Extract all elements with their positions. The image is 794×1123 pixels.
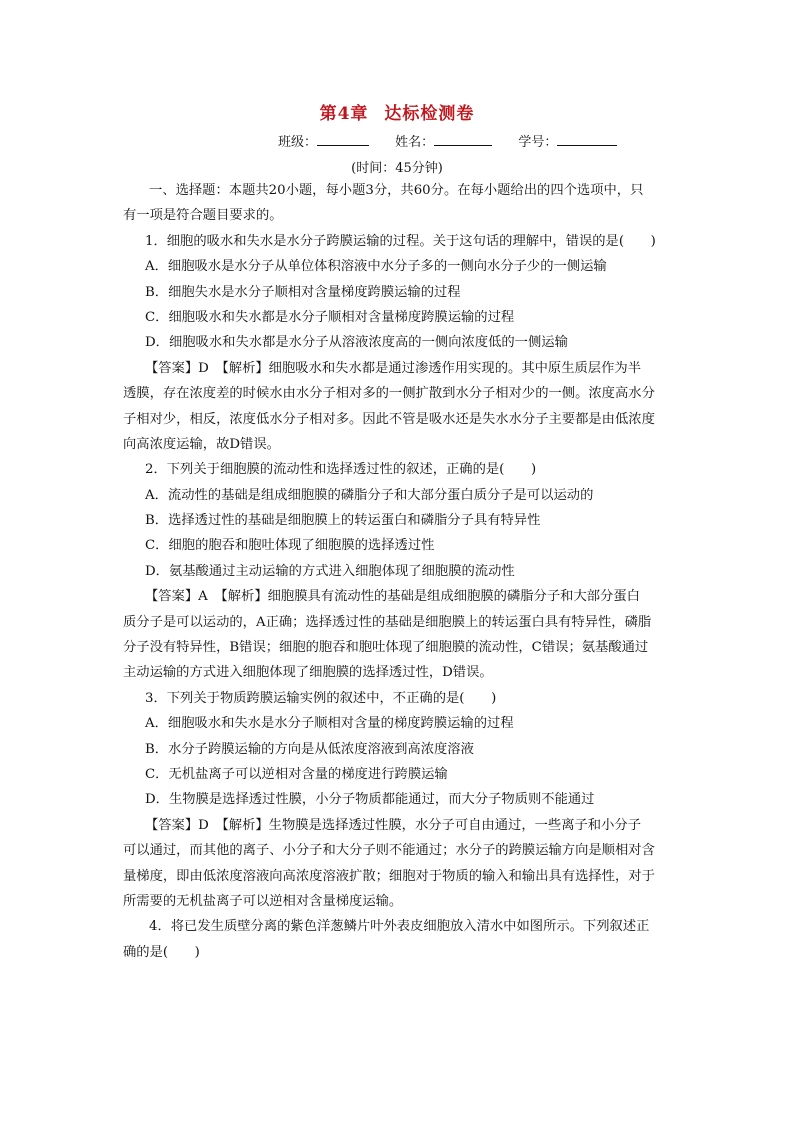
- question-1-explanation: 透膜，存在浓度差的时候水由水分子相对多的一侧扩散到水分子相对少的一侧。浓度高水分: [123, 386, 655, 402]
- title-name: 达标检测卷: [384, 104, 475, 124]
- question-2-explanation: 质分子是可以运动的，A正确；选择透过性的基础是细胞膜上的转运蛋白具有特异性，磷脂: [123, 614, 652, 630]
- question-1-explanation: 子相对少，相反，浓度低水分子相对多。因此不管是吸水还是失水水分子主要都是由低浓度: [123, 411, 655, 427]
- name-label: 姓名：: [395, 135, 435, 150]
- class-blank[interactable]: [317, 132, 369, 146]
- id-label: 学号：: [518, 135, 558, 150]
- question-1-option-a: A．细胞吸水是水分子从单位体积溶液中水分子多的一侧向水分子少的一侧运输: [145, 259, 607, 275]
- question-1-option-b: B．细胞失水是水分子顺相对含量梯度跨膜运输的过程: [145, 284, 461, 300]
- student-info-row: [278, 131, 617, 150]
- question-2-stem: 2．下列关于细胞膜的流动性和选择透过性的叙述，正确的是( ): [145, 462, 537, 478]
- question-4-stem-cont: 确的是( ): [123, 944, 200, 960]
- question-1-stem: 1．细胞的吸水和失水是水分子跨膜运输的过程。关于这句话的理解中，错误的是( ): [145, 233, 656, 249]
- section-heading-cont: 有一项是符合题目要求的。: [123, 208, 283, 224]
- question-1-option-c: C．细胞吸水和失水都是水分子顺相对含量梯度跨膜运输的过程: [145, 309, 515, 325]
- question-1-answer: 【答案】D 【解析】细胞吸水和失水都是通过渗透作用实现的。其中原生质层作为半: [145, 360, 641, 376]
- question-3-explanation: 量梯度，即由低浓度溶液向高浓度溶液扩散；细胞对于物质的输入和输出具有选择性，对于: [123, 868, 655, 884]
- question-1-explanation: 向高浓度运输，故D错误。: [123, 436, 280, 452]
- question-content: [123, 178, 679, 965]
- question-3-option-b: B．水分子跨膜运输的方向是从低浓度溶液到高浓度溶液: [145, 741, 474, 757]
- name-blank[interactable]: [434, 132, 492, 146]
- question-3-option-a: A．细胞吸水和失水是水分子顺相对含量的梯度跨膜运输的过程: [145, 716, 514, 732]
- question-3-option-d: D．生物膜是选择透过性膜，小分子物质都能通过，而大分子物质则不能通过: [145, 792, 595, 808]
- question-3-stem: 3．下列关于物质跨膜运输实例的叙述中，不正确的是( ): [145, 690, 497, 706]
- id-blank[interactable]: [557, 132, 617, 146]
- question-1-option-d: D．细胞吸水和失水都是水分子从溶液浓度高的一侧向浓度低的一侧运输: [145, 335, 568, 351]
- question-2-answer: 【答案】A 【解析】细胞膜具有流动性的基础是组成细胞膜的磷脂分子和大部分蛋白: [145, 589, 640, 605]
- question-3-answer: 【答案】D 【解析】生物膜是选择透过性膜，水分子可自由通过，一些离子和小分子: [145, 817, 641, 833]
- class-label: 班级：: [278, 135, 318, 150]
- question-2-option-d: D．氨基酸通过主动运输的方式进入细胞体现了细胞膜的流动性: [145, 563, 515, 579]
- question-2-option-c: C．细胞的胞吞和胞吐体现了细胞膜的选择透过性: [145, 538, 435, 554]
- question-3-explanation: 所需要的无机盐离子可以逆相对含量梯度运输。: [123, 893, 403, 909]
- question-2-explanation: 分子没有特异性，B错误；细胞的胞吞和胞吐体现了细胞膜的流动性，C错误；氨基酸通过: [123, 640, 649, 656]
- question-2-explanation: 主动运输的方式进入细胞体现了细胞膜的选择透过性，D错误。: [123, 665, 493, 681]
- question-4-stem: 4．将已发生质壁分离的紫色洋葱鳞片叶外表皮细胞放入清水中如图所示。下列叙述正: [149, 919, 650, 935]
- question-2-option-a: A．流动性的基础是组成细胞膜的磷脂分子和大部分蛋白质分子是可以运动的: [145, 487, 594, 503]
- question-3-explanation: 可以通过，而其他的离子、小分子和大分子则不能通过；水分子的跨膜运输方向是顺相对含: [123, 843, 655, 859]
- title-chapter: 第4章: [319, 104, 369, 124]
- section-heading: 一、选择题：本题共20小题，每小题3分，共60分。在每小题给出的四个选项中，只: [149, 183, 644, 198]
- page-title: [0, 99, 794, 124]
- time-note: (时间：45分钟): [351, 161, 443, 176]
- question-3-option-c: C．无机盐离子可以逆相对含量的梯度进行跨膜运输: [145, 766, 448, 782]
- question-2-option-b: B．选择透过性的基础是细胞膜上的转运蛋白和磷脂分子具有特异性: [145, 513, 541, 529]
